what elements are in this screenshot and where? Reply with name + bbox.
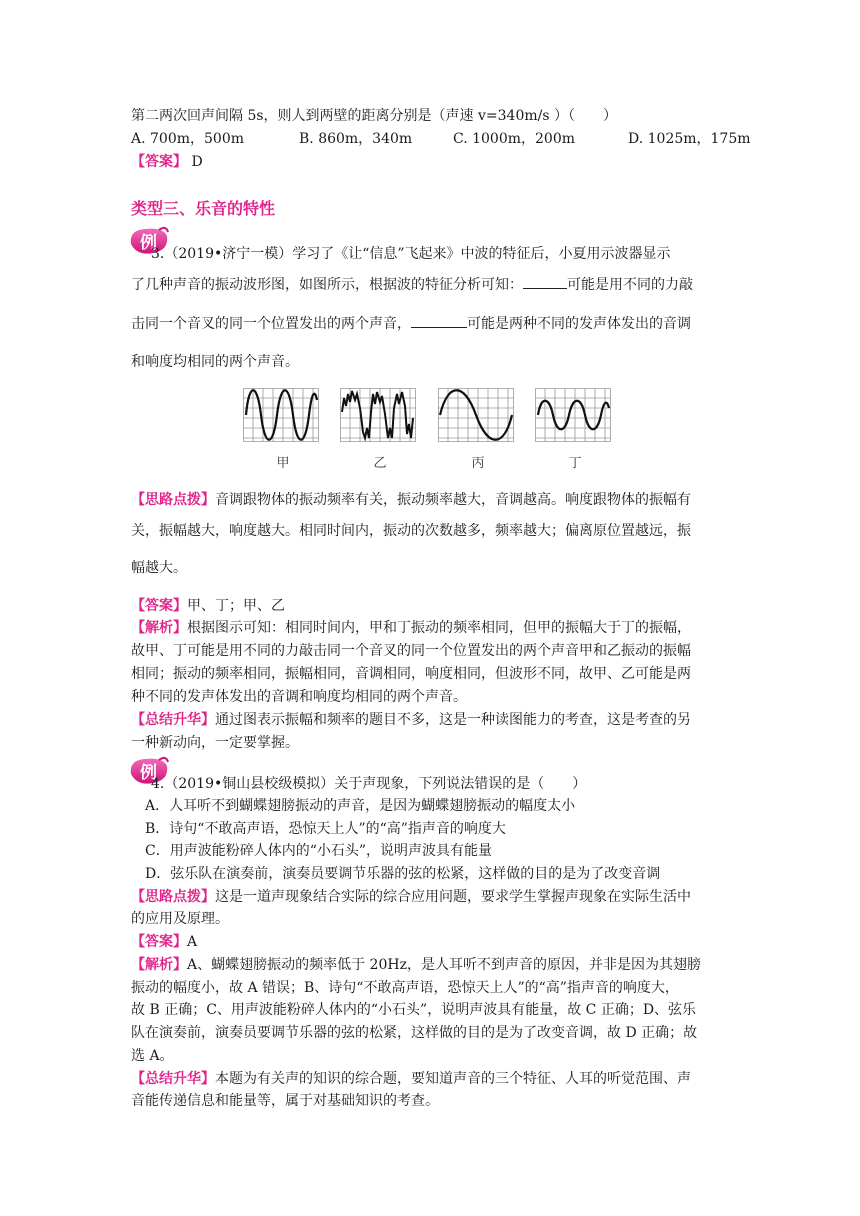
q4-option-b: B．诗句“不敢高声语，恐惊天上人”的“高”指声音的响度大 — [145, 821, 506, 837]
wave-label-bing: 丙 — [471, 456, 485, 471]
q4-option-a: A．人耳听不到蝴蝶翅膀振动的声音，是因为蝴蝶翅膀振动的幅度太小 — [145, 798, 576, 814]
fill-blank-2[interactable] — [411, 313, 467, 328]
q3-summary-line2: 一种新动向，一定要掌握。 — [131, 735, 299, 751]
waveform-bing — [438, 388, 514, 442]
q2-option-c: C. 1000m，200m — [453, 131, 576, 147]
waveform-jia — [243, 388, 319, 442]
q4-option-c: C．用声波能粉碎人体内的“小石头”，说明声波具有能量 — [145, 843, 493, 859]
q3-hint-line3: 幅越大。 — [131, 560, 187, 576]
q2-answer — [131, 151, 203, 171]
waveform-ding — [535, 388, 611, 442]
q3-stem-line1: 3.（2019•济宁一模）学习了《让“信息”飞起来》中波的特征后，小夏用示波器显示 — [151, 246, 671, 262]
q3-analysis-line2: 故甲、丁可能是用不同的力敲击同一个音叉的同一个位置发出的两个声音甲和乙振动的振幅 — [131, 643, 691, 659]
q3-hint-line2: 关，振幅越大，响度越大。相同时间内，振动的次数越多，频率越大；偏离原位置越远，振 — [131, 523, 691, 539]
section-title: 类型三、乐音的特性 — [131, 199, 276, 218]
q3-analysis-line1: 【解析】根据图示可知：相同时间内，甲和丁振动的频率相同，但甲的振幅大于丁的振幅， — [131, 620, 691, 636]
answer-tag: 【答案】 — [131, 154, 187, 170]
q2-option-a: A. 700m，500m — [131, 131, 245, 147]
wave-label-yi: 乙 — [373, 456, 387, 471]
q4-summary-line1: 【总结升华】本题为有关声的知识的综合题，要知道声音的三个特征、人耳的听觉范围、声 — [131, 1071, 691, 1087]
q4-analysis-line3: 故 B 正确；C、用声波能粉碎人体内的“小石头”，说明声波具有能量，故 C 正确；D、弦乐 — [131, 1002, 697, 1018]
svg-text:例: 例 — [140, 763, 157, 783]
answer-value: D — [191, 154, 203, 170]
q4-summary-line2: 音能传递信息和能量等，属于对基础知识的考查。 — [131, 1093, 439, 1109]
q4-hint-line1: 【思路点拨】这是一道声现象结合实际的综合应用问题，要求学生掌握声现象在实际生活中 — [131, 889, 691, 905]
wave-label-ding: 丁 — [568, 456, 582, 471]
q3-answer: 【答案】甲、丁；甲、乙 — [131, 598, 285, 614]
q3-hint-line1: 【思路点拨】音调跟物体的振动频率有关，振动频率越大，音调越高。响度跟物体的振幅有 — [131, 492, 691, 508]
q3-stem-line2: 了几种声音的振动波形图，如图所示，根据波的特征分析可知： 可能是用不同的力敲 — [131, 274, 693, 295]
q4-hint-line2: 的应用及原理。 — [131, 911, 229, 927]
wave-label-jia: 甲 — [276, 456, 290, 471]
q4-analysis-line5: 选 A。 — [131, 1048, 174, 1064]
fill-blank-1[interactable] — [523, 274, 567, 289]
q3-summary-line1: 【总结升华】通过图表示振幅和频率的题目不多，这是一种读图能力的考查，这是考查的另 — [131, 712, 691, 728]
q3-stem-line4: 和响度均相同的两个声音。 — [131, 354, 299, 370]
q3-analysis-line3: 相同；振动的频率相同，振幅相同，音调相同，响度相同，但波形不同，故甲、乙可能是两 — [131, 666, 691, 682]
q4-analysis-line1: 【解析】A、蝴蝶翅膀振动的频率低于 20Hz，是人耳听不到声音的原因，并非是因为其翅膀 — [131, 957, 701, 973]
q4-analysis-line4: 队在演奏前，演奏员要调节乐器的弦的松紧，这样做的目的是为了改变音调，故 D 正确；故 — [131, 1025, 698, 1041]
q3-stem-line3: 击同一个音叉的同一个位置发出的两个声音， 可能是两种不同的发声体发出的音调 — [131, 313, 691, 334]
q2-option-b: B. 860m，340m — [299, 131, 413, 147]
svg-text:例: 例 — [140, 233, 157, 253]
q4-answer: 【答案】A — [131, 934, 198, 950]
q3-analysis-line4: 种不同的发声体发出的音调和响度均相同的两个声音。 — [131, 689, 467, 705]
q4-analysis-line2: 振动的幅度小，故 A 错误；B、诗句“不敢高声语，恐惊天上人”的“高”指声音的响度大， — [131, 980, 679, 996]
q4-stem: 4.（2019•铜山县校级模拟）关于声现象，下列说法错误的是（ ） — [151, 776, 587, 792]
waveform-yi — [340, 388, 416, 442]
q2-stem-tail: 第二两次回声间隔 5s，则人到两壁的距离分别是（声速 v=340m/s ）（ ） — [131, 108, 617, 124]
q4-option-d: D．弦乐队在演奏前，演奏员要调节乐器的弦的松紧，这样做的目的是为了改变音调 — [145, 866, 661, 882]
q2-option-d: D. 1025m，175m — [628, 131, 751, 147]
